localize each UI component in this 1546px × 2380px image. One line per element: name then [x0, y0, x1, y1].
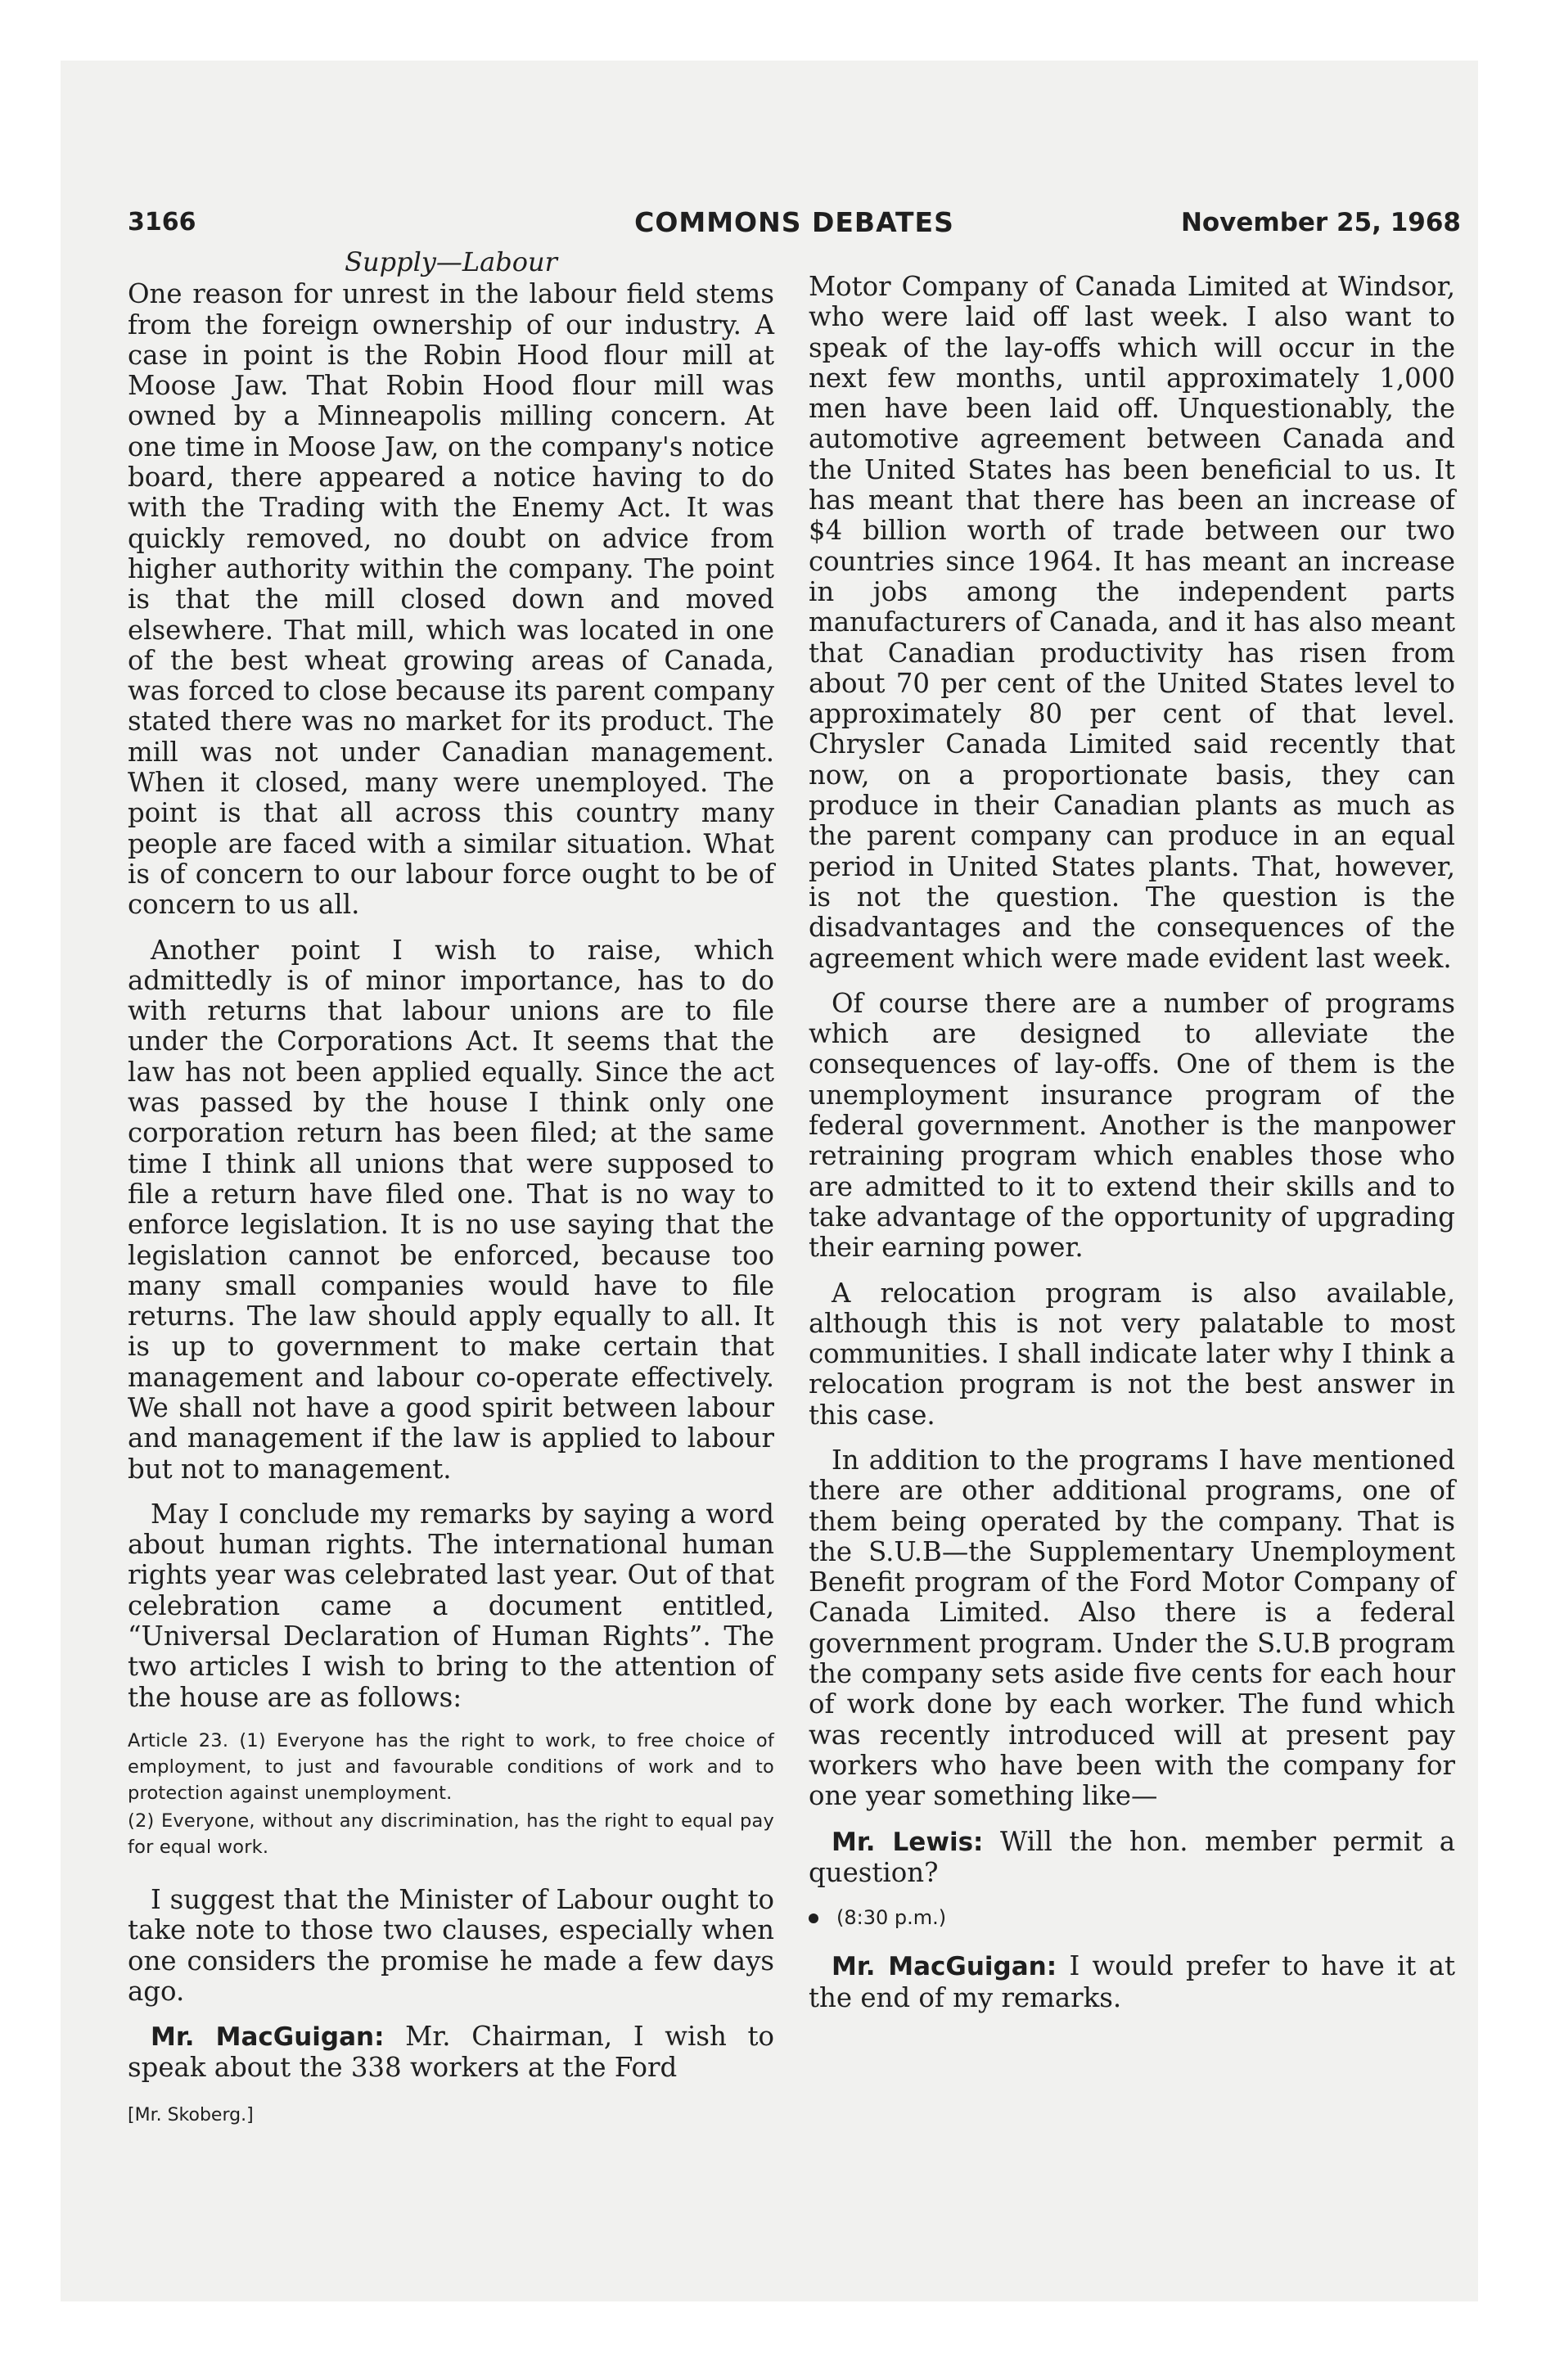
paragraph: I suggest that the Minister of Labour ought to take note to those two clauses, especially when one considers the promise he made a few days ago.: [128, 1883, 774, 2007]
page-number: 3166: [128, 208, 196, 237]
paragraph: A relocation program is also available, although this is not very palatable to most communities. I shall indicate later why I think a relocation program is not the best answer in this case.: [809, 1277, 1455, 1431]
paragraph: Motor Company of Canada Limited at Windsor, who were laid off last week. I also want to speak of the lay-offs which will occur in the next few months, until approximately 1,000 men have been laid off. Unquestionably, the automotive agreement between Canada and the United States has been beneficial to us. It has meant that there has been an increase of $4 billion worth of trade between our two countries since 1964. It has meant an increase in jobs among the independent parts manufacturers of Canada, and it has also meant that Canadian productivity has risen from about 70 per cent of the United States level to approximately 80 per cent of that level. Chrysler Canada Limited said recently that now, on a proportionate basis, they can produce in their Canadian plants as much as the parent company can produce in an equal period in United States plants. That, however, is not the question. The question is the disadvantages and the consequences of the agreement which were made evident last week.: [809, 271, 1455, 974]
quote-article-23: Article 23. (1) Everyone has the right to work, to free choice of employment, to just and favourable conditions of work and to protection against unemployment.: [128, 1729, 774, 1804]
quote-clause-2: (2) Everyone, without any discrimination, has the right to equal pay for equal work.: [128, 1810, 774, 1858]
speaker-name: Mr. Lewis:: [832, 1827, 984, 1857]
paragraph: In addition to the programs I have mentioned there are other additional programs, one of them being operated by the company. That is the S.U.B—the Supplementary Unemployment Benefit program of the Ford Motor Company of Canada Limited. Also there is a federal government program. Under the S.U.B program the company sets aside five cents for each hour of work done by each worker. The fund which was recently introduced will at present pay workers who have been with the company for one year something like—: [809, 1444, 1455, 1812]
time-stamp: [809, 1903, 1455, 1933]
speaker-name: Mr. MacGuigan:: [832, 1952, 1057, 1982]
paragraph: Of course there are a number of programs which are designed to alleviate the consequences of lay-offs. One of them is the unemployment insurance program of the federal government. Another is the manpower retraining program which enables those who are admitted to it to extend their skills and to take advantage of the opportunity of upgrading their earning power.: [809, 987, 1455, 1264]
page-header: [128, 206, 1461, 249]
left-column: [128, 247, 774, 2130]
right-column: [809, 272, 1455, 2028]
bullet-icon: [809, 1913, 818, 1923]
speaker-name: Mr. MacGuigan:: [151, 2022, 385, 2053]
quoted-articles: [128, 1728, 774, 1860]
section-subheading: Supply—Labour: [345, 246, 557, 277]
reply-text: I would prefer to have it at the end of my remarks.: [809, 1950, 1456, 2013]
document-page: [128, 206, 1461, 2187]
publication-title: COMMONS DEBATES: [634, 206, 954, 238]
paragraph: One reason for unrest in the labour field stems from the foreign ownership of our industry. A case in point is the Robin Hood flour mill at Moose Jaw. That Robin Hood flour mill was owned by a Minneapolis milling concern. At one time in Moose Jaw, on the company's notice board, there appeared a notice having to do with the Trading with the Enemy Act. It was quickly removed, no doubt on advice from higher authority within the company. The point is that the mill closed down and moved elsewhere. That mill, which was located in one of the best wheat growing areas of Canada, was forced to close because its parent company stated there was no market for its product. The mill was not under Canadian management. When it closed, many were unemployed. The point is that all across this country many people are faced with a similar situation. What is of concern to our labour force ought to be of concern to us all.: [128, 278, 774, 921]
speech-text: Mr. Chairman, I wish to speak about the 338 workers at the Ford: [128, 2021, 774, 2084]
page-footer-note: [Mr. Skoberg.]: [128, 2104, 254, 2125]
paragraph: May I conclude my remarks by saying a word about human rights. The international human rights year was celebrated last year. Out of that celebration came a document entitled, “Universal Declaration of Human Rights”. The two articles I wish to bring to the attention of the house are as follows:: [128, 1498, 774, 1713]
interjection-text: Will the hon. member permit a question?: [809, 1825, 1455, 1888]
interjection-paragraph: [809, 1827, 1455, 1889]
time-stamp-text: (8:30 p.m.): [836, 1906, 947, 1930]
publication-date: November 25, 1968: [1180, 208, 1461, 237]
paragraph: Another point I wish to raise, which admittedly is of minor importance, has to do with returns that labour unions are to file under the Corporations Act. It seems that the law has not been applied equally. Since the act was passed by the house I think only one corporation return has been filed; at the same time I think all unions that were supposed to file a return have filed one. That is no way to enforce legislation. It is no use saying that the legislation cannot be enforced, because too many small companies would have to file returns. The law should apply equally to all. It is up to government to make certain that management and labour co-operate effectively. We shall not have a good spirit between labour and management if the law is applied to labour but not to management.: [128, 934, 774, 1485]
speech-paragraph: [128, 2022, 774, 2084]
reply-paragraph: [809, 1951, 1455, 2013]
